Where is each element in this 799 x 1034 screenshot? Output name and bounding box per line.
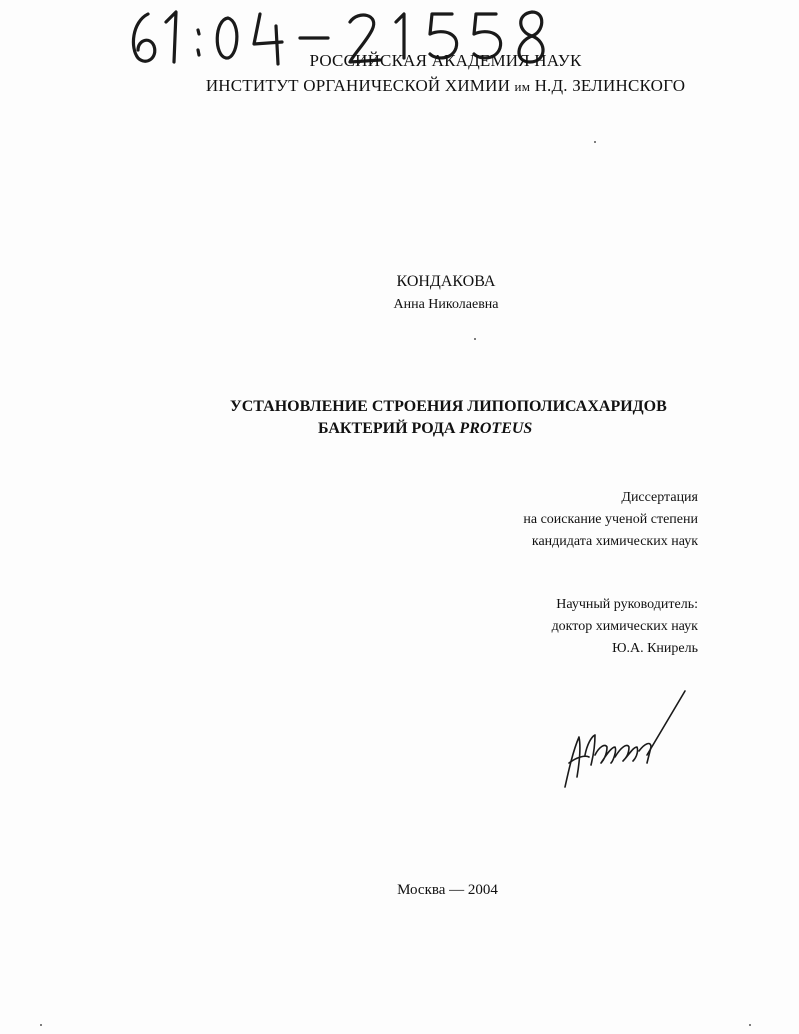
supervisor-info [552, 594, 698, 660]
institution-institute-suffix: Н.Д. ЗЕЛИНСКОГО [534, 76, 686, 95]
dissertation-degree-line: на соискание ученой степени [523, 512, 698, 527]
dissertation-title-line1: УСТАНОВЛЕНИЕ СТРОЕНИЯ ЛИПОПОЛИСАХАРИДОВ [230, 398, 667, 415]
institution-institute-prefix: ИНСТИТУТ ОРГАНИЧЕСКОЙ ХИМИИ [205, 76, 511, 95]
author-given-names: Анна Николаевна [393, 297, 499, 312]
dissertation-label: Диссертация [621, 490, 698, 505]
dissertation-title-line2 [318, 420, 532, 438]
city-year: Москва — 2004 [397, 882, 498, 898]
institution-im: им [514, 79, 531, 94]
scan-speck [749, 1024, 751, 1026]
dissertation-info [523, 487, 698, 553]
institution-academy: РОССИЙСКАЯ АКАДЕМИЯ НАУК [309, 51, 582, 70]
handwritten-signature [555, 685, 695, 795]
scan-speck [474, 338, 476, 340]
supervisor-label: Научный руководитель: [556, 597, 698, 612]
institution-institute [46, 76, 799, 96]
dissertation-degree-field: кандидата химических наук [531, 534, 698, 549]
scan-speck [40, 1024, 42, 1026]
scan-speck [594, 141, 596, 143]
supervisor-degree: доктор химических наук [551, 619, 698, 634]
title-genus: PROTEUS [459, 420, 533, 437]
title-prefix: БАКТЕРИЙ РОДА [318, 420, 456, 437]
supervisor-name: Ю.А. Книрель [612, 641, 698, 656]
author-surname: КОНДАКОВА [396, 273, 496, 290]
